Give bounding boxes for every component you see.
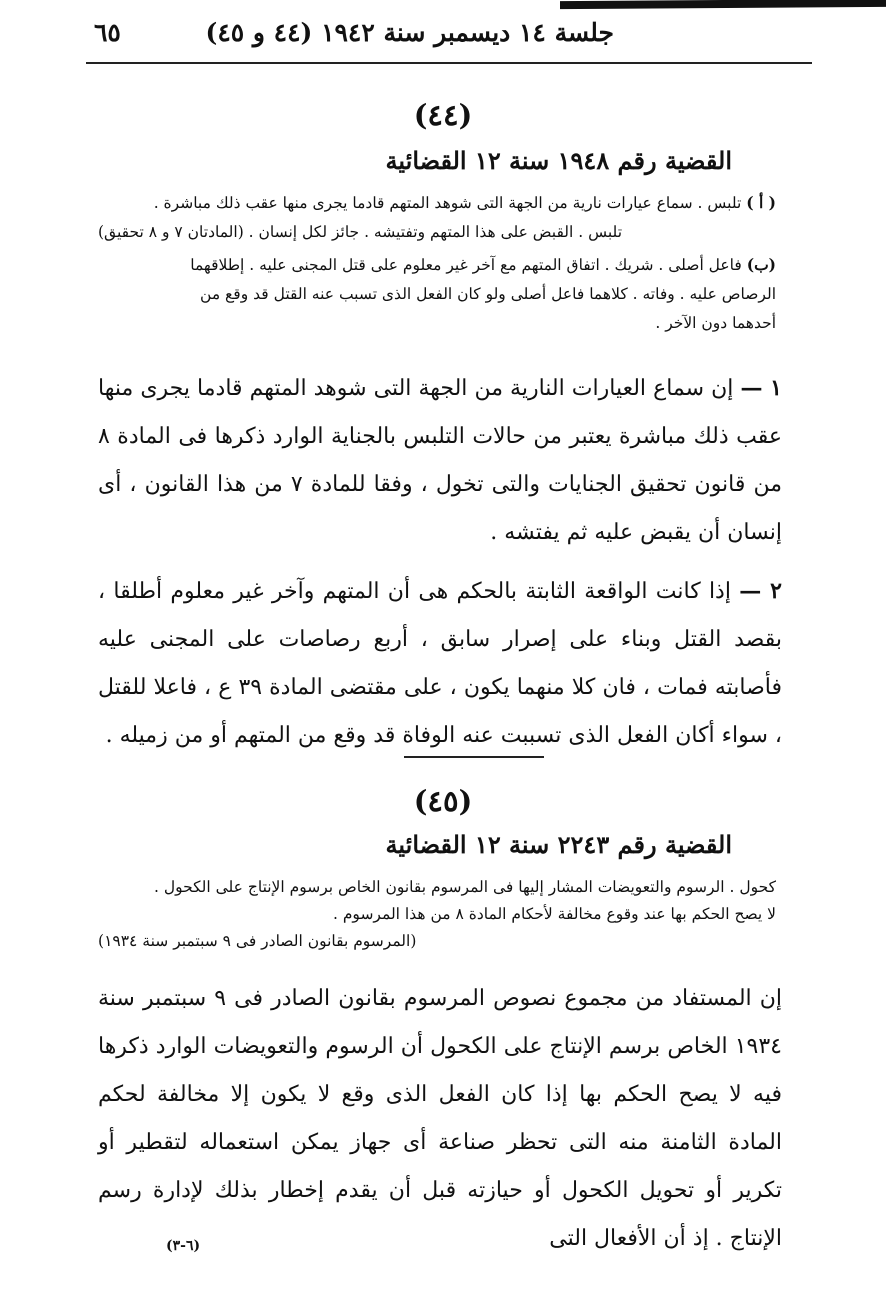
case-number: (٤٥): [413, 784, 473, 818]
paragraph-number: ١ —: [740, 375, 782, 401]
running-header: [80, 14, 810, 54]
summary-line: لا يصح الحكم بها عند وقوع مخالفة لأحكام المادة ٨ من هذا المرسوم .: [332, 905, 776, 923]
case-summary: [98, 188, 776, 341]
ruling-paragraph: ٢ — إذا كانت الواقعة الثابتة بالحكم هى أن المتهم وآخر غير معلوم أطلقا ، بقصد القتل وبناء على إصرار سابق ، أربع رصاصات على المجنى عليه فأصابته فمات ، فان كلا منهما يكون ، على مقتضى المادة ٣٩ ع ، فاعلا للقتل ، سواء أكان الفعل الذى تسببت عنه الوفاة قد وقع من المتهم أو من زميله .: [98, 578, 782, 748]
paragraph-number: ٢ —: [739, 578, 782, 604]
case-title: القضية رقم ٢٢٤٣ سنة ١٢ القضائية: [385, 830, 732, 859]
summary-citation: (المرسوم بقانون الصادر فى ٩ سبتمبر سنة ١٩٣٤): [98, 932, 417, 950]
summary-marker: (ب): [746, 255, 776, 274]
case-title: القضية رقم ١٩٤٨ سنة ١٢ القضائية: [385, 146, 732, 175]
ruling-body: [98, 364, 782, 770]
page-number: ٦٥: [94, 18, 121, 47]
ruling-paragraph: إن المستفاد من مجموع نصوص المرسوم بقانون الصادر فى ٩ سبتمبر سنة ١٩٣٤ الخاص برسم الإنتاج على الكحول أن الرسوم والتعويضات الوارد ذكرها فيه لا يصح الحكم بها إذا كان الفعل الذى وقع لا يكون إلا مخالفة لحكم المادة الثامنة منه التى تحظر صناعة أى جهاز يمكن استعماله لتقطير أو تكرير أو تحويل الكحول أو حيازته قبل أن يقدم إخطار بذلك لإدارة رسم الإنتاج . إذ أن الأفعال التى: [98, 986, 782, 1251]
summary-line: (ب) فاعل أصلى . شريك . اتفاق المتهم مع آخر غير معلوم على قتل المجنى عليه . إطلاقهما: [190, 255, 776, 274]
summary-line: ( أ ) تلبس . سماع عيارات نارية من الجهة التى شوهد المتهم قادما يجرى منها عقب ذلك مباشرة .: [153, 193, 776, 212]
ruling-body: [98, 974, 782, 1273]
header-rule: [86, 62, 812, 64]
signature-mark: (٦-٣): [166, 1238, 201, 1254]
case-summary: [98, 874, 776, 955]
summary-line: الرصاص عليه . وفاته . كلاهما فاعل أصلى ولو كان الفعل الذى تسبب عنه القتل قد وقع من: [200, 285, 776, 303]
summary-line: تلبس . القبض على هذا المتهم وتفتيشه . جائز لكل إنسان . (المادتان ٧ و ٨ تحقيق): [98, 223, 623, 241]
summary-block: [98, 250, 776, 338]
session-title: جلسة ١٤ ديسمبر سنة ١٩٤٢ (٤٤ و ٤٥): [205, 18, 614, 47]
summary-line: أحدهما دون الآخر .: [655, 314, 776, 332]
summary-marker: ( أ ): [746, 193, 776, 212]
top-edge-bar: [560, 0, 886, 9]
ruling-paragraph: ١ — إن سماع العيارات النارية من الجهة التى شوهد المتهم قادما يجرى منها عقب ذلك مباشرة يعتبر من حالات التلبس بالجناية الوارد ذكرها فى المادة ٨ من قانون تحقيق الجنايات والتى تخول ، وفقا للمادة ٧ من هذا القانون ، أى إنسان أن يقبض عليه ثم يفتشه .: [98, 375, 783, 545]
summary-block: [98, 188, 776, 247]
section-divider: [404, 756, 544, 758]
summary-line: كحول . الرسوم والتعويضات المشار إليها فى المرسوم بقانون الخاص برسوم الإنتاج على الكحول .: [153, 878, 776, 896]
case-number: (٤٤): [413, 98, 473, 132]
